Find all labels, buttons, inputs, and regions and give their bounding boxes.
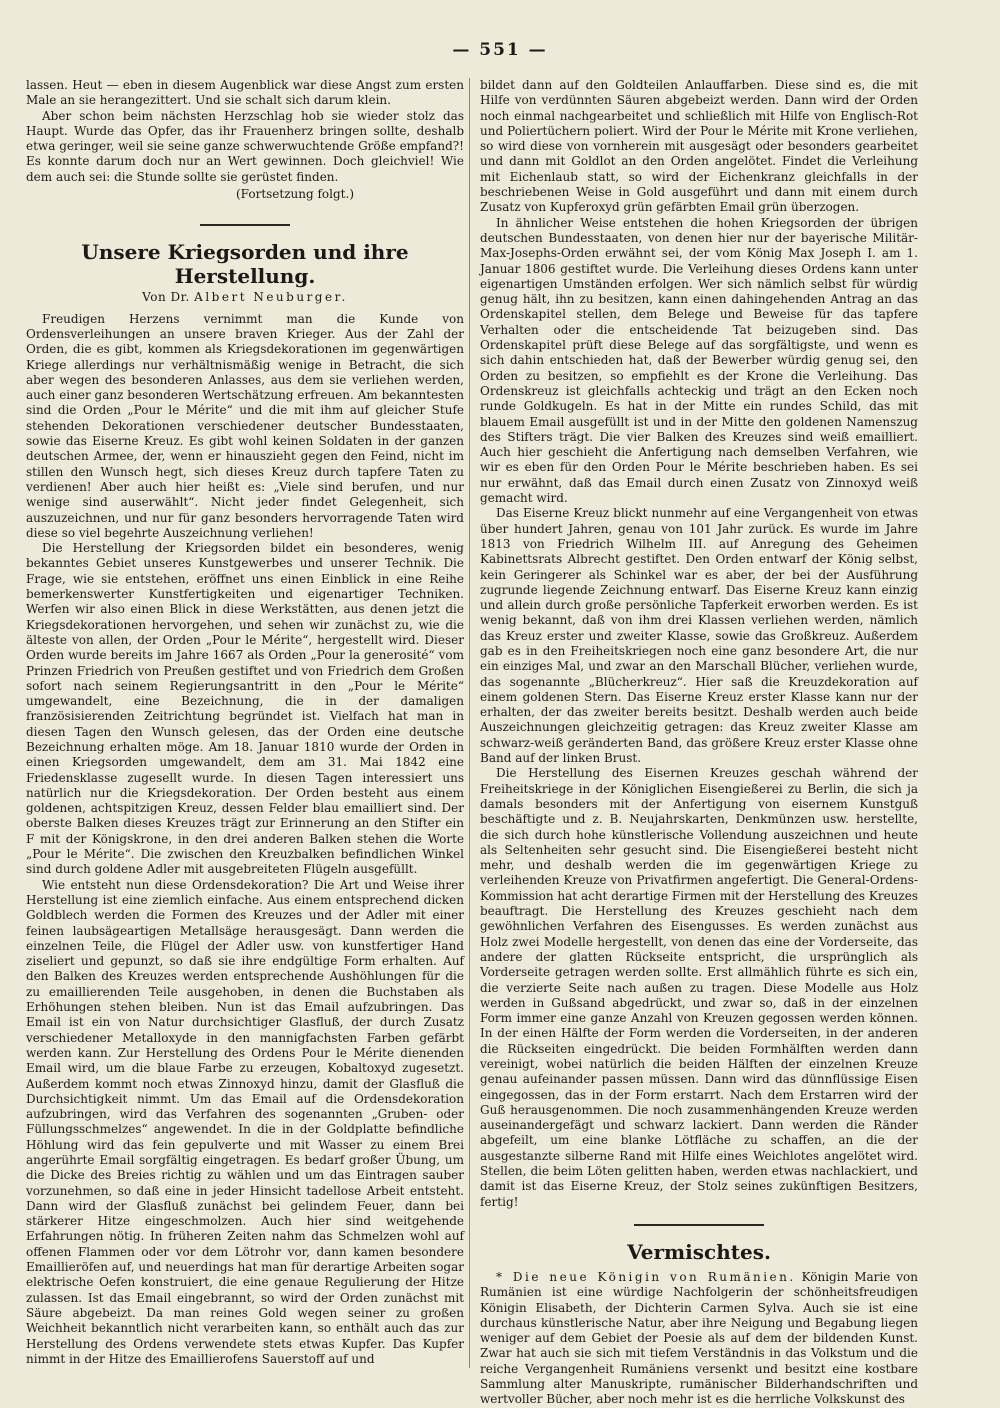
separator-rule [634,1224,764,1226]
article-paragraph: Die Herstellung des Eisernen Kreuzes geschah während der Freiheitskriege in der Königlichen Eisengießerei zu Berlin, die sich ja damals besonders mit der Anfertigung von eisernem Kunstguß beschäftigte und z. B. Neujahrskarten, Denkmünzen usw. herstellte, die sich durch hohe künstlerische Vollendung auszeichnen und heute als Seltenheiten sehr gesucht sind. Die Eisengießerei besteht nicht mehr, und deshalb werden die im gegenwärtigen Kriege zu verleihenden Kreuze von Privatfirmen angefertigt. Die General-Ordens-Kommission hat acht derartige Firmen mit der Herstellung des Kreuzes beauftragt. Die Herstellung des Kreuzes geschieht nach dem gewöhnlichen Verfahren des Eisengusses. Es werden zunächst aus Holz zwei Modelle hergestellt, von denen das eine der Vorderseite, das andere der glatten Rückseite entspricht, die ursprünglich als Vorderseite getragen werden sollte. Erst allmählich führte es sich ein, die verzierte Seite nach außen zu tragen. Diese Modelle aus Holz werden in Gußsand abgedrückt, und zwar so, daß in der einzelnen Form immer eine ganze Anzahl von Kreuzen gegossen werden können. In der einen Hälfte der Form werden die Vorderseiten, in der anderen die Rückseiten eingedrückt. Die beiden Formhälften werden dann vereinigt, wobei natürlich die beiden Hälften der einzelnen Kreuze genau aufeinander passen müssen. Dann wird das dünnflüssige Eisen eingegossen, das in der Form erstarrt. Nach dem Erstarren wird der Guß herausgenommen. Die noch zusammenhängenden Kreuze werden auseinandergefägt und schwarz lackiert. Dann werden die Ränder abgefeilt, um eine blanke Lötfläche zu schaffen, an die der ausgestanzte silberne Rand mit Hilfe eines Weichlotes angelötet wird. Stellen, die beim Löten gelitten haben, werden etwas nachlackiert, und damit ist das Eiserne Kreuz, der Stolz seines zukünftigen Besitzers, fertig! [480,766,918,1209]
byline-author: Albert Neuburger. [194,290,348,305]
article-title: Unsere Kriegsorden und ihre Herstellung. [81,240,409,289]
page-number: — 551 — [452,40,548,60]
misc-item [480,1270,918,1408]
article-paragraph: Freudigen Herzens vernimmt man die Kunde von Ordensverleihungen an unsere braven Krieger. Aus der Zahl der Orden, die es gibt, kommen als Kriegsdekorationen im gegenwärtigen Kriege allerdings nur verhältnismäßig wenige in Betracht, die sich aber wegen des besonderen Anlasses, aus dem sie verliehen werden, auch einer ganz besonderen Wertschätzung erfreuen. Am bekanntesten sind die Orden „Pour le Mérite“ und die mit ihm auf gleicher Stufe stehenden Dekorationen verschiedener deutscher Bundesstaaten, sowie das Eiserne Kreuz. Es gibt wohl keinen Soldaten in der ganzen deutschen Armee, der, wenn er hinauszieht gegen den Feind, nicht im stillen den Wunsch hegt, sich dieses Kreuz durch tapfere Taten zu verdienen! Aber auch hier heißt es: „Viele sind berufen, und nur wenige sind auserwählt“. Nicht jeder findet Gelegenheit, sich auszuzeichnen, und nur für ganz besonders hervorragende Taten wird diese so viel begehrte Auszeichnung verliehen! [26,311,464,540]
story-paragraph: Aber schon beim nächsten Herzschlag hob sie wieder stolz das Haupt. Wurde das Opfer, das ihr Frauenherz bringen sollte, deshalb etwa geringer, weil sie seine ganze schwerwuchtende Größe empfand?! Es konnte darum doch nur an Wert gewinnen. Doch gleichviel! Wie dem auch sei: die Stunde sollte sie gerüstet finden. [26,108,464,184]
story-paragraph: lassen. Heut — eben in diesem Augenblick war diese Angst zum ersten Male an sie herangezittert. Und sie schalt sich darum klein. [26,78,464,108]
continuation-note: (Fortsetzung folgt.) [236,187,354,202]
column-divider [469,78,470,1368]
article-paragraph: Wie entsteht nun diese Ordensdekoration? Die Art und Weise ihrer Herstellung ist eine ziemlich einfache. Aus einem entsprechend dicken Goldblech werden die Formen des Kreuzes und der Adler mit einer feinen laubsägeartigen Metallsäge herausgesägt. Dann werden die einzelnen Teile, die Flügel der Adler usw. von kunstfertiger Hand ziseliert und gepunzt, so daß sie ihre endgültige Form erhalten. Auf den Balken des Kreuzes werden entsprechende Aushöhlungen für die zu emaillierenden Teile ausgehoben, in denen die Buchstaben als Erhöhungen stehen bleiben. Nun ist das Email aufzubringen. Das Email ist ein von Natur durchsichtiger Glasfluß, der durch Zusatz verschiedener Metalloxyde in den mannigfachsten Farben gefärbt werden kann. Zur Herstellung des Ordens Pour le Mérite dienenden Email wird, um die blaue Farbe zu erzeugen, Kobaltoxyd zugesetzt. Außerdem kommt noch etwas Zinnoxyd hinzu, damit der Glasfluß die Durchsichtigkeit nimmt. Um das Email auf die Ordensdekoration aufzubringen, wird das Verfahren des sogenannten „Gruben- oder Füllungsschmelzes“ angewendet. In die in der Goldplatte befindliche Höhlung wird das fein gepulverte und mit Wasser zu einem Brei angerührte Email sorgfältig eingetragen. Es bedarf großer Übung, um die Dicke des Breies richtig zu wählen und um das Eintragen sauber vorzunehmen, so daß eine in jeder Hinsicht tadellose Arbeit entsteht. Dann wird der Glasfluß zunächst bei gelindem Feuer, dann bei stärkerer Hitze eingeschmolzen. Auch hier sind weitgehende Erfahrungen nötig. In früheren Zeiten nahm das Schmelzen wohl auf offenen Flammen oder vor dem Lötrohr vor, dann kamen besondere Emaillieröfen auf, und neuerdings hat man für derartige Arbeiten sogar elektrische Oefen konstruiert, die eine genaue Regulierung der Hitze zulassen. Ist das Email eingebrannt, so wird der Orden zunächst mit Säure abgebeizt. Da man reines Gold wegen seiner zu großen Weichheit bekanntlich nicht verarbeiten kann, so enthält auch das zur Herstellung des Ordens verwendete stets etwas Kupfer. Das Kupfer nimmt in der Hitze des Emaillierofens Sauerstoff auf und [26,877,464,1366]
byline-prefix: Von Dr. [142,290,190,305]
article-paragraph: Das Eiserne Kreuz blickt nunmehr auf eine Vergangenheit von etwas über hundert Jahren, genau von 101 Jahr zurück. Es wurde im Jahre 1813 von Friedrich Wilhelm III. auf Anregung des Geheimen Kabinettsrats Albrecht gestiftet. Den Orden entwarf der König selbst, kein Geringerer als Schinkel war es aber, der bei der Ausführung zugrunde liegende Zeichnung entwarf. Das Eiserne Kreuz kann einzig und allein durch große persönliche Tapferkeit erworben werden. Es ist wenig bekannt, daß von ihm drei Klassen verliehen werden, nämlich das Kreuz erster und zweiter Klasse, sowie das Großkreuz. Außerdem gab es in den Freiheitskriegen noch eine ganz besondere Art, die nur ein einziges Mal, und zwar an den Marschall Blücher, verliehen wurde, das sogenannte „Blücherkreuz“. Hier saß die Kreuzdekoration auf einem goldenen Stern. Das Eiserne Kreuz erster Klasse kann nur der erhalten, der das zweiter bereits besitzt. Deshalb werden auch beide Auszeichnungen gleichzeitig getragen: das Kreuz zweiter Klasse am schwarz-weiß geränderten Band, das größere Kreuz erster Klasse ohne Band auf der linken Brust. [480,506,918,766]
article-paragraph: Die Herstellung der Kriegsorden bildet ein besonderes, wenig bekanntes Gebiet unseres Kunstgewerbes und unserer Technik. Die Frage, wie sie entstehen, eröffnet uns einen Einblick in eine Reihe bemerkenswerter Kunstfertigkeiten und eigenartiger Techniken. Werfen wir also einen Blick in diese Werkstätten, aus denen jetzt die Kriegsdekorationen hervorgehen, und sehen wir zunächst zu, wie die älteste von allen, der Orden „Pour le Mérite“, hergestellt wird. Dieser Orden wurde bereits im Jahre 1667 als Orden „Pour la generosité“ vom Prinzen Friedrich von Preußen gestiftet und von Friedrich dem Großen sofort nach seinem Regierungsantritt in den „Pour le Mérite“ umgewandelt, eine Bezeichnung, die in der damaligen französisierenden Zeitrichtung begründet ist. Vielfach hat man in diesen Tagen den Wunsch gelesen, das der Orden eine deutsche Bezeichnung erhalten möge. Am 18. Januar 1810 wurde der Orden in einen Kriegsorden umgewandelt, dem am 31. Mai 1842 eine Friedensklasse zugesellt wurde. In diesen Tagen interessiert uns natürlich nur die Kriegsdekoration. Der Orden besteht aus einem goldenen, achtspitzigen Kreuz, dessen Felder blau emailliert sind. Der oberste Balken dieses Kreuzes trägt zur Erinnerung an den Stifter ein F mit der Königskrone, in den drei anderen Balken stehen die Worte „Pour le Mérite“. Die zwischen den Kreuzbalken befindlichen Winkel sind durch goldene Adler mit ausgebreiteten Flügeln ausgefüllt. [26,541,464,877]
misc-item-text: Königin Marie von Rumänien ist eine würdige Nachfolgerin der schönheitsfreudigen Königin Elisabeth, der Dichterin Carmen Sylva. Auch sie ist eine durchaus künstlerische Natur, aber ihre Neigung und Begabung liegen weniger auf dem Gebiet der Poesie als auf dem der bildenden Kunst. Zwar hat auch sie sich mit tiefem Verständnis in das Volkstum und die reiche Vergangenheit Rumäniens versenkt und besitzt eine kostbare Sammlung alter Manuskripte, rumänischer Bilderhandschriften und wertvoller Bücher, aber noch mehr ist es die herrliche Volkskunst des [480,1269,918,1407]
article-byline [26,290,464,305]
article-paragraph: In ähnlicher Weise entstehen die hohen Kriegsorden der übrigen deutschen Bundesstaaten, von denen hier nur der bayerische Militär-Max-Josephs-Orden erwähnt sei, der vom König Max Joseph I. am 1. Januar 1806 gestiftet wurde. Die Verleihung dieses Ordens kann unter eigenartigen Umständen erfolgen. Wer sich nämlich selbst für würdig genug hält, ihn zu besitzen, kann einen dahingehenden Antrag an das Ordenskapitel stellen, dem Belege und Beweise für das tapfere Verhalten oder die entscheidende Tat beizugeben sind. Das Ordenskapitel prüft diese Belege auf das sorgfältigste, und wenn es sich dahin entschieden hat, daß der Bewerber würdig genug sei, den Orden zu besitzen, so empfiehlt es der Krone die Verleihung. Das Ordenskreuz ist gleichfalls achteckig und trägt an den Ecken noch runde Goldkugeln. Es hat in der Mitte ein rundes Schild, das mit blauem Email ausgefüllt ist und in der Mitte den goldenen Namenszug des Stifters trägt. Die vier Balken des Kreuzes sind weiß emailliert. Auch hier geschieht die Anfertigung nach demselben Verfahren, wie wir es eben für den Orden Pour le Mérite beschrieben haben. Es sei nur erwähnt, daß das Email durch einen Zusatz von Zinnoxyd weiß gemacht wird. [480,215,918,506]
right-column [480,78,918,1408]
separator-rule [200,224,290,226]
article-paragraph: bildet dann auf den Goldteilen Anlauffarben. Diese sind es, die mit Hilfe von verdünnten Säuren abgebeizt werden. Dann wird der Orden noch einmal nachgearbeitet und schließlich mit Hilfe von Englisch-Rot und Poliertüchern poliert. Wird der Pour le Mérite mit Krone verliehen, so wird diese von vornherein mit ausgesägt oder besonders gearbeitet und dann mit Goldlot an den Orden angelötet. Findet die Verleihung mit Eichenlaub statt, so wird der Eichenkranz gleichfalls in der beschriebenen Weise in Gold ausgeführt und dann mit einem durch Zusatz von Kupferoxyd grün gefärbten Email grün überzogen. [480,78,918,215]
left-column [26,78,464,1367]
misc-item-lead: * Die neue Königin von Rumänien. [496,1269,796,1284]
section-title: Vermischtes. [627,1239,771,1264]
